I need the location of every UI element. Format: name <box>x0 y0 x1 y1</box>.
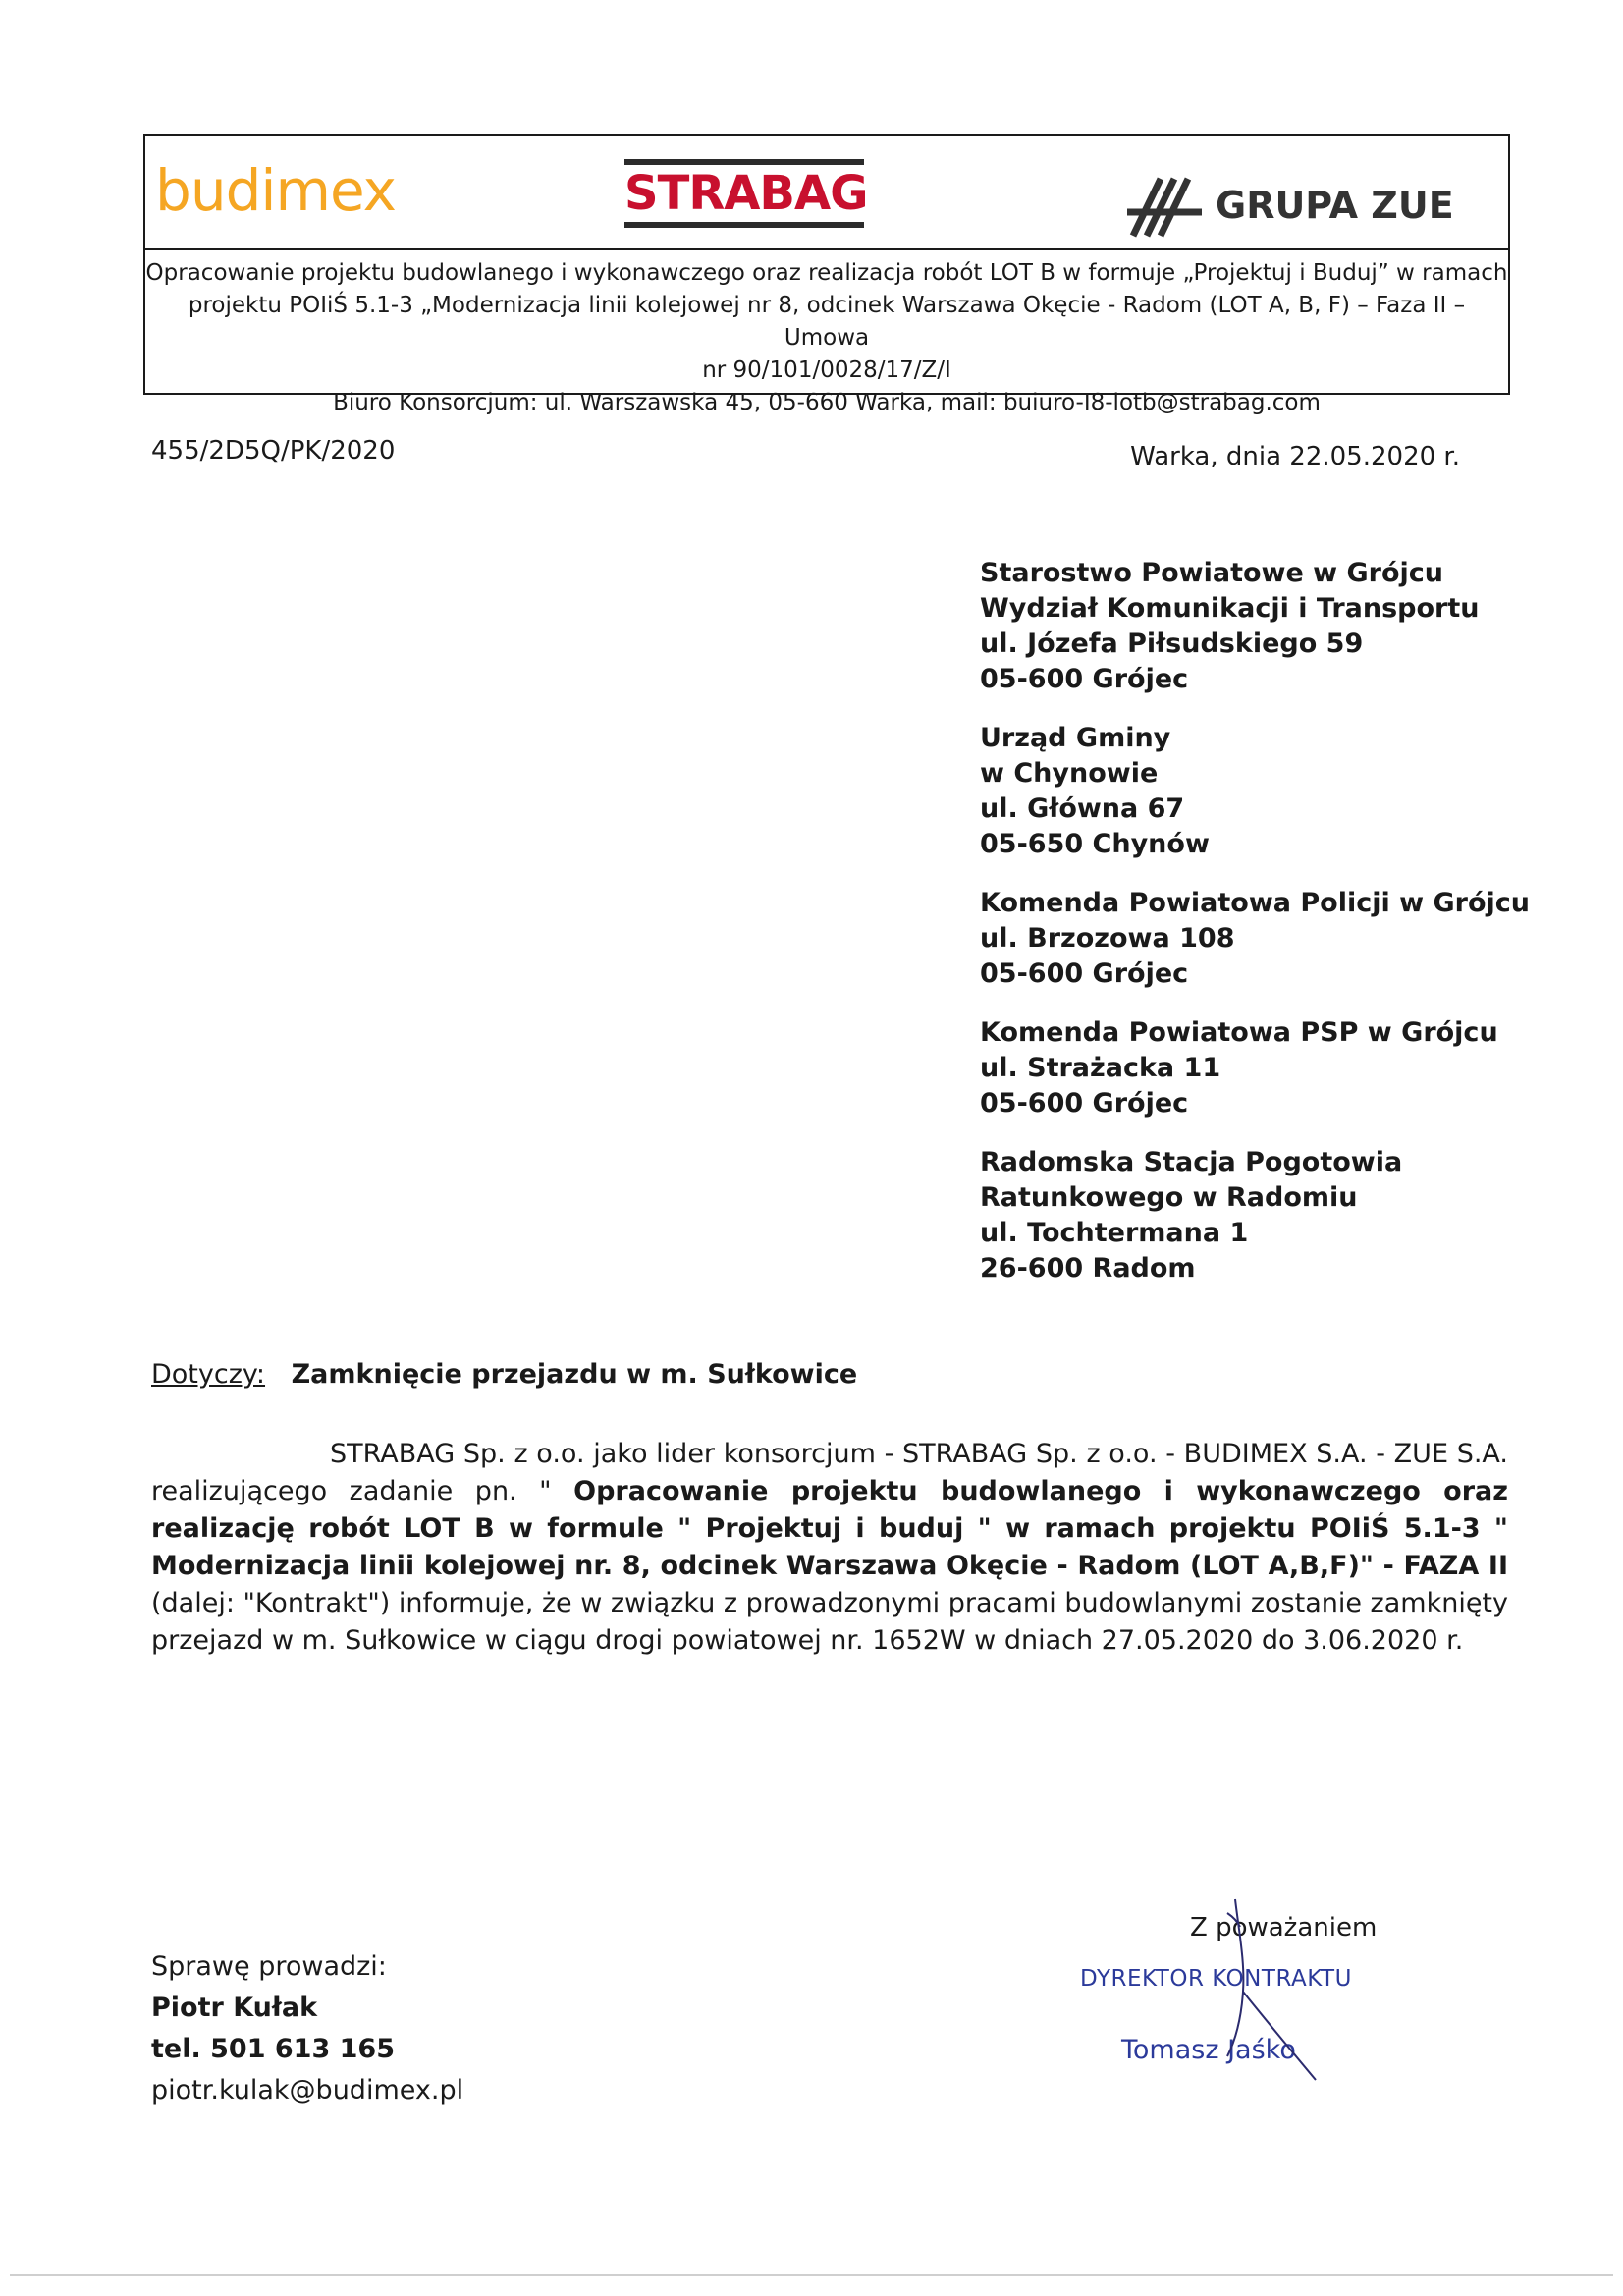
stamp-title: DYREKTOR KONTRAKTU <box>1080 1966 1352 1992</box>
recipient-line: ul. Strażacka 11 <box>980 1053 1221 1083</box>
zue-logo-text: GRUPA ZUE <box>1216 184 1454 227</box>
recipient-line: 26-600 Radom <box>980 1253 1196 1284</box>
letterhead-box <box>143 134 1510 415</box>
strabag-logo-bottom-bar <box>624 222 864 228</box>
strabag-logo-text: STRABAG <box>624 166 868 221</box>
recipient-starostwo <box>980 556 1530 697</box>
place-date: Warka, dnia 22.05.2020 r. <box>1130 442 1460 471</box>
contact-name: Piotr Kułak <box>151 1993 318 2023</box>
recipient-line: ul. Główna 67 <box>980 793 1185 824</box>
contact-email: piotr.kulak@budimex.pl <box>151 2075 464 2105</box>
project-line-1: Opracowanie projektu budowlanego i wykonawczego oraz realizacja robót LOT B w formuje „Projektuj i Buduj” w ramach <box>145 260 1508 286</box>
subject-text: Zamknięcie przejazdu w m. Sułkowice <box>291 1359 858 1390</box>
reference-number: 455/2D5Q/PK/2020 <box>151 436 396 465</box>
letterhead-divider <box>145 248 1508 250</box>
recipient-line: Urząd Gminy <box>980 723 1171 753</box>
regards-text: Z poważaniem <box>1190 1913 1378 1942</box>
signature-block <box>1080 1893 1414 2090</box>
recipient-line: 05-600 Grójec <box>980 1088 1189 1119</box>
recipient-line: Ratunkowego w Radomiu <box>980 1182 1358 1213</box>
recipient-line: Komenda Powiatowa PSP w Grójcu <box>980 1017 1498 1048</box>
zue-logo <box>1125 171 1454 240</box>
recipient-line: 05-650 Chynów <box>980 829 1210 859</box>
recipient-line: 05-600 Grójec <box>980 664 1189 694</box>
contact-label: Sprawę prowadzi: <box>151 1951 387 1982</box>
handwritten-signature-icon <box>1080 1893 1414 2090</box>
page-bottom-rule <box>10 2274 1613 2276</box>
subject-label: Dotyczy: <box>151 1359 266 1390</box>
recipient-line: Radomska Stacja Pogotowia <box>980 1147 1403 1177</box>
budimex-logo: budimex <box>155 157 396 224</box>
recipient-line: Starostwo Powiatowe w Grójcu <box>980 558 1444 588</box>
letter-body <box>151 1436 1508 1660</box>
project-line-2: projektu POIiŚ 5.1-3 „Modernizacja linii kolejowej nr 8, odcinek Warszawa Okęcie - Radom (LOT A, B, F) – Faza II – Umowa <box>188 293 1466 351</box>
body-project-name: Opracowanie projektu budowlanego i wykonawczego oraz realizację robót LOT B w formule " Projektuj i buduj " w ramach projektu POIiŚ 5.1-3 " Modernizacja linii kolejowej nr. 8, odcinek Warszawa Okęcie - Radom (LOT A,B,F)" - FAZA II <box>151 1476 1508 1581</box>
recipient-line: ul. Brzozowa 108 <box>980 923 1235 954</box>
recipient-line: ul. Tochtermana 1 <box>980 1218 1249 1248</box>
zue-logo-mark-icon <box>1125 171 1204 240</box>
contact-phone: tel. 501 613 165 <box>151 2034 396 2064</box>
body-closing: (dalej: "Kontrakt") informuje, że w związku z prowadzonymi pracami budowlanymi zostanie zamknięty przejazd w m. Sułkowice w ciągu drogi powiatowej nr. 1652W w dniach 27.05.2020 do 3.06.2020 r. <box>151 1588 1508 1656</box>
subject-line <box>151 1359 857 1390</box>
stamp-name: Tomasz Jaśko <box>1121 2035 1296 2065</box>
strabag-logo <box>624 159 868 228</box>
recipient-line: Wydział Komunikacji i Transportu <box>980 593 1480 624</box>
recipients-list <box>980 556 1530 1310</box>
body-intro: STRABAG Sp. z o.o. jako lider konsorcjum - STRABAG Sp. z o.o. - BUDIMEX S.A. - ZUE S.A. realizującego zadanie pn. " <box>151 1439 1508 1506</box>
letterhead-project-text <box>145 257 1508 419</box>
office-address-line: Biuro Konsorcjum: ul. Warszawska 45, 05-660 Warka, mail: buiuro-I8-lotb@strabag.com <box>333 390 1321 415</box>
recipient-urzad-gminy <box>980 721 1530 862</box>
contact-block <box>151 1946 463 2111</box>
recipient-line: Komenda Powiatowa Policji w Grójcu <box>980 888 1530 918</box>
recipient-psp <box>980 1015 1530 1121</box>
recipient-line: ul. Józefa Piłsudskiego 59 <box>980 629 1364 659</box>
recipient-line: 05-600 Grójec <box>980 958 1189 989</box>
recipient-policja <box>980 886 1530 992</box>
recipient-line: w Chynowie <box>980 758 1159 789</box>
project-line-3: nr 90/101/0028/17/Z/I <box>702 357 951 383</box>
recipient-pogotowie <box>980 1145 1530 1286</box>
